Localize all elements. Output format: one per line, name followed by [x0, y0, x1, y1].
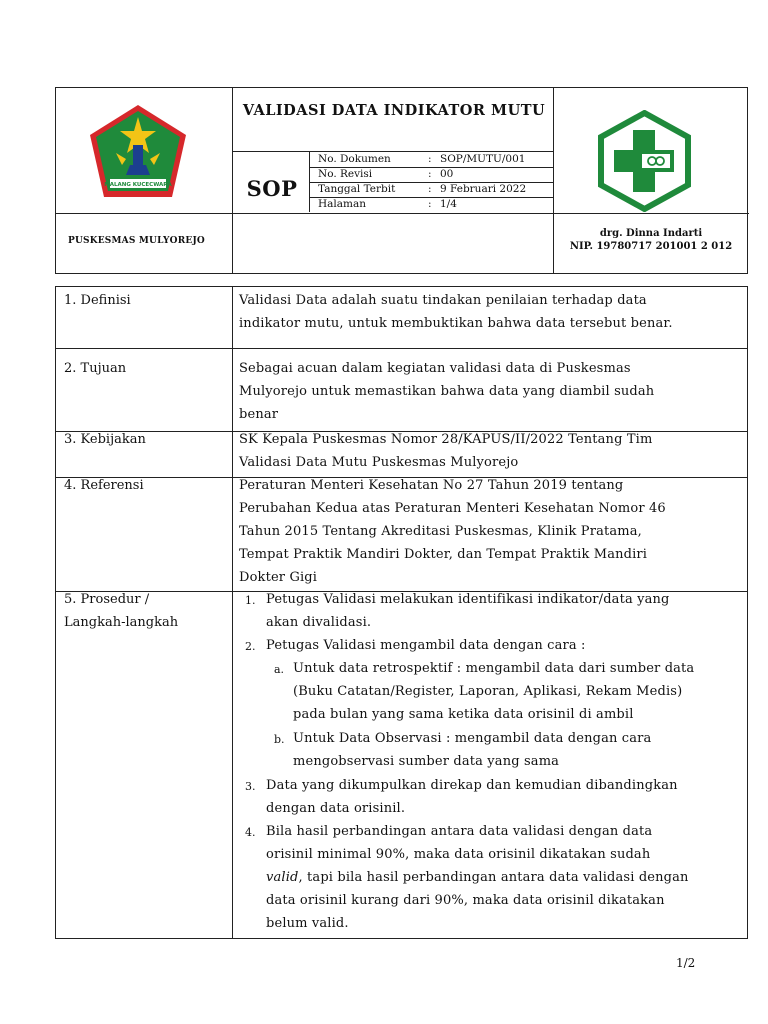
text-line: Dokter Gigi: [239, 570, 318, 585]
text-line: [266, 866, 742, 889]
procedure-step: [266, 634, 742, 657]
label-line: Langkah-langkah: [64, 615, 179, 630]
sop-label: SOP: [246, 176, 298, 201]
text-line: SK Kepala Puskesmas Nomor 28/KAPUS/II/2022 Tentang Tim: [239, 432, 653, 447]
city-emblem-logo: [86, 103, 190, 201]
meta-key: Tanggal Terbit: [318, 183, 396, 195]
text-line: orisinil minimal 90%, maka data orisinil dikatakan sudah: [266, 847, 651, 862]
step-number: 1.: [245, 594, 256, 607]
meta-colon: :: [428, 153, 432, 165]
meta-value: 9 Februari 2022: [440, 183, 527, 195]
header-divider: [232, 88, 233, 273]
meta-key: No. Dokumen: [318, 153, 391, 165]
procedure-step: [266, 774, 742, 820]
text-line: Data yang dikumpulkan direkap dan kemudian dibandingkan: [266, 778, 678, 793]
step-number: 3.: [245, 780, 256, 793]
procedure-sub-step: [293, 657, 742, 726]
meta-colon: :: [428, 198, 432, 210]
meta-row-revision: [312, 167, 552, 182]
text-line: Untuk data retrospektif : mengambil data dari sumber data: [293, 661, 695, 676]
meta-row-issue-date: [312, 182, 552, 197]
italic-word: valid: [266, 870, 299, 885]
step-number: 4.: [245, 826, 256, 839]
section-label-kebijakan: 3. Kebijakan: [64, 432, 146, 447]
section-label-referensi: 4. Referensi: [64, 478, 144, 493]
row-divider: [56, 348, 747, 349]
signer-name: drg. Dinna Indarti: [599, 228, 703, 239]
step-number: 2.: [245, 640, 256, 653]
text-line: indikator mutu, untuk membuktikan bahwa data tersebut benar.: [239, 316, 673, 331]
text-line: Sebagai acuan dalam kegiatan validasi data di Puskesmas: [239, 361, 631, 376]
meta-row-document-number: [312, 152, 552, 167]
page-number: 1/2: [676, 956, 696, 970]
text-line-rest: , tapi bila hasil perbandingan antara data validasi dengan: [298, 870, 689, 885]
section-label-definisi: 1. Definisi: [64, 293, 131, 308]
text-line: Bila hasil perbandingan antara data validasi dengan data: [266, 824, 653, 839]
text-line: dengan data orisinil.: [266, 801, 406, 816]
organization-name: PUSKESMAS MULYOREJO: [68, 236, 205, 246]
section-text-definisi: [239, 289, 741, 335]
signature-block: [556, 227, 746, 253]
procedure-step: [266, 820, 742, 935]
sop-content-table: [55, 286, 748, 939]
svg-text:MALANG KUCECWARA: MALANG KUCECWARA: [104, 182, 172, 188]
text-line: mengobservasi sumber data yang sama: [293, 754, 560, 769]
text-line: Validasi Data adalah suatu tindakan penilaian terhadap data: [239, 293, 647, 308]
section-label-tujuan: 2. Tujuan: [64, 361, 127, 376]
meta-value: SOP/MUTU/001: [440, 153, 526, 165]
section-text-kebijakan: [239, 428, 741, 474]
sop-header-table: [55, 87, 748, 274]
text-line: belum valid.: [266, 916, 349, 931]
procedure-step: [266, 588, 742, 634]
section-text-tujuan: [239, 357, 741, 426]
text-line: benar: [239, 407, 279, 422]
meta-key: Halaman: [318, 198, 367, 210]
meta-colon: :: [428, 183, 432, 195]
section-text-referensi: [239, 474, 741, 589]
text-line: Untuk Data Observasi : mengambil data dengan cara: [293, 731, 652, 746]
signer-nip: NIP. 19780717 201001 2 012: [569, 241, 733, 252]
text-line: Validasi Data Mutu Puskesmas Mulyorejo: [239, 455, 519, 470]
text-line: Peraturan Menteri Kesehatan No 27 Tahun 2019 tentang: [239, 478, 624, 493]
section-label-prosedur: [64, 588, 178, 634]
document-title: VALIDASI DATA INDIKATOR MUTU: [242, 102, 546, 119]
text-line: data orisinil kurang dari 90%, maka data orisinil dikatakan: [266, 893, 665, 908]
label-line: 5. Prosedur /: [64, 592, 150, 607]
meta-key: No. Revisi: [318, 168, 373, 180]
sub-step-letter: a.: [274, 663, 285, 676]
text-line: Petugas Validasi mengambil data dengan cara :: [266, 638, 586, 653]
text-line: akan divalidasi.: [266, 615, 372, 630]
text-line: Tempat Praktik Mandiri Dokter, dan Tempat Praktik Mandiri: [239, 547, 648, 562]
text-line: Mulyorejo untuk memastikan bahwa data yang diambil sudah: [239, 384, 655, 399]
sub-step-letter: b.: [274, 733, 285, 746]
meta-value: 1/4: [440, 198, 457, 210]
text-line: Petugas Validasi melakukan identifikasi indikator/data yang: [266, 592, 670, 607]
text-line: (Buku Catatan/Register, Laporan, Aplikasi, Rekam Medis): [293, 684, 683, 699]
header-divider: [56, 213, 749, 214]
meta-colon: :: [428, 168, 432, 180]
procedure-sub-step: [293, 727, 742, 773]
text-line: pada bulan yang sama ketika data orisinil di ambil: [293, 707, 634, 722]
text-line: Perubahan Kedua atas Peraturan Menteri Kesehatan Nomor 46: [239, 501, 666, 516]
meta-value: 00: [440, 168, 454, 180]
text-line: Tahun 2015 Tentang Akreditasi Puskesmas, Klinik Pratama,: [239, 524, 642, 539]
column-divider: [232, 287, 233, 938]
meta-row-page: [312, 197, 552, 212]
puskesmas-logo: [596, 110, 693, 212]
